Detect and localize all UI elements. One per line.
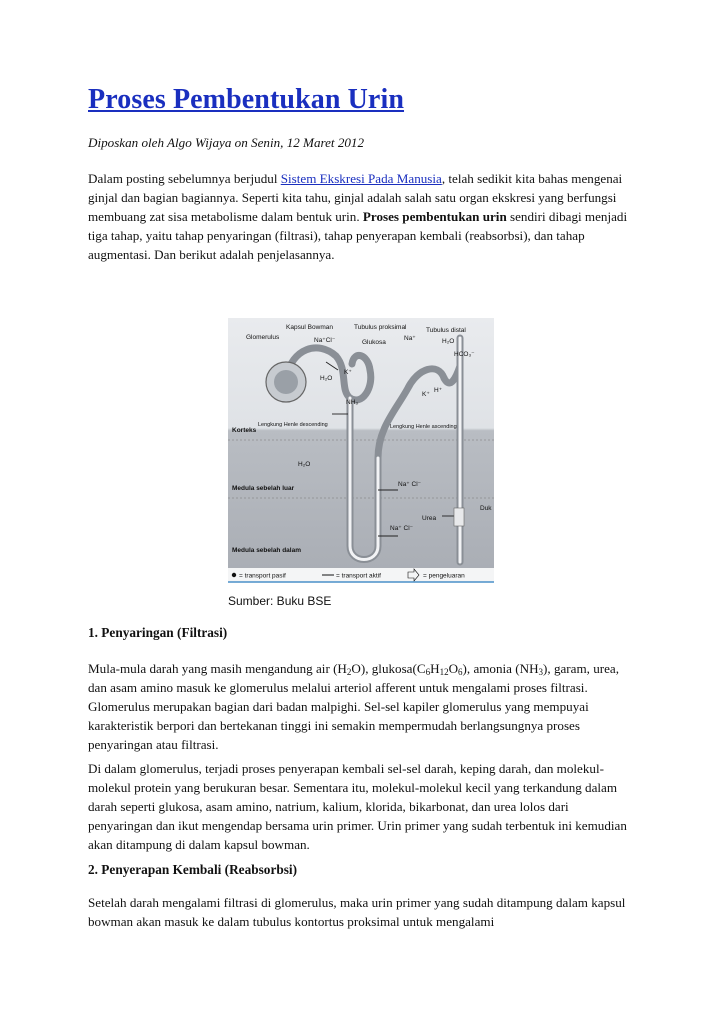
p1-a: Mula-mula darah yang masih mengandung air (H [88, 661, 347, 676]
label-h2o-medula: H₂O [298, 461, 311, 468]
label-h2o-top: H₂O [442, 338, 455, 345]
reabsorbsi-paragraph-1: Setelah darah mengalami filtrasi di glomerulus, maka urin primer yang sudah ditampung dalam kapsul bowman akan masuk ke dalam tubulus kontortus proksimal untuk mengalami [88, 895, 626, 929]
p1-e: ), amonia (NH [462, 661, 539, 676]
label-medula-luar: Medula sebelah luar [232, 485, 295, 492]
label-h2o-mid: H₂O [320, 375, 333, 382]
legend-aktif: = transport aktif [336, 572, 381, 580]
sub-2: 6 [425, 667, 431, 677]
sub-5: 3 [538, 667, 544, 677]
label-h-plus: H⁺ [434, 387, 443, 394]
label-lengkung-ascending: Lengkung Henle ascending [390, 424, 457, 430]
urea-arrow [454, 508, 464, 526]
label-lengkung-descending: Lengkung Henle descending [258, 422, 328, 428]
label-tubulus-proksimal: Tubulus proksimal [354, 324, 407, 331]
intro-text-1: Dalam posting sebelumnya berjudul [88, 171, 281, 186]
p1-b: O), glukosa(C [351, 661, 426, 676]
glomerulus-core [274, 370, 298, 394]
label-nacl: Na⁺Cl⁻ [314, 337, 336, 344]
legend-keluar: = pengeluaran [423, 572, 465, 580]
label-k-plus-2: K⁺ [422, 391, 430, 398]
label-medula-dalam: Medula sebelah dalam [232, 547, 301, 554]
label-korteks: Korteks [232, 427, 257, 434]
label-na-cl-low: Na⁺ Cl⁻ [390, 525, 414, 532]
p1-d: O [448, 661, 459, 676]
article-title[interactable]: Proses Pembentukan Urin [88, 84, 405, 115]
label-glukosa: Glukosa [362, 339, 386, 346]
legend-pasif-icon [232, 573, 236, 577]
related-post-link[interactable]: Sistem Ekskresi Pada Manusia [280, 171, 442, 186]
legend-pasif: = transport pasif [239, 572, 286, 580]
intro-text-3: sendiri dibagi menjadi tiga tahap, yaitu tahap penyaringan (filtrasi), tahap penyerapan kembali (reabsorbsi), dan tahap augmentasi. Dan berikut adalah penjelasannya. [88, 209, 628, 262]
sub-3: 12 [439, 667, 449, 677]
intro-paragraph [88, 169, 633, 264]
p1-c: H [430, 661, 440, 676]
post-meta: Diposkan oleh Algo Wijaya on Senin, 12 Maret 2012 [88, 135, 365, 150]
figure-caption: Sumber: Buku BSE [228, 594, 332, 608]
label-na-plus: Na⁺ [404, 335, 416, 342]
intro-text-2: , telah sedikit kita bahas mengenai ginjal dan bagian bagiannya. Seperti kita tahu, ginjal adalah salah satu organ ekskresi yang berfungsi membuang zat sisa metabolisme dalam bentuk urin. [88, 171, 623, 224]
intro-bold: Proses pembentukan urin [362, 209, 507, 224]
label-kapsul-bowman: Kapsul Bowman [286, 324, 333, 331]
filtrasi-paragraph-2: Di dalam glomerulus, terjadi proses penyerapan kembali sel-sel darah, keping darah, dan molekul-molekul protein yang berukuran besar. Sementara itu, molekul-molekul kecil yang terkandung dalam darah seperti glukosa, asam amino, natrium, kalium, klorida, bikarbonat, dan urea lolos dari penyaringan dan ikut mengendap bersama urin primer. Urin primer yang sudah terbentuk ini kemudian akan ditampung di dalam kapsul bowman. [88, 761, 627, 852]
label-na-cl-mid: Na⁺ Cl⁻ [398, 481, 422, 488]
p1-f: ), garam, urea, dan asam amino masuk ke glomerulus melalui arteriol afferent untuk mengalami proses filtrasi. Glomerulus merupakan bagian dari badan malpighi. Sel-sel kapiler glomerulus yang mempuyai karakteristik berpori dan bertekanan tinggi ini semakin mempermudah berlangsungnya proses penyaringan atau filtrasi. [88, 661, 620, 752]
section-heading-filtrasi: 1. Penyaringan (Filtrasi) [88, 625, 228, 640]
label-glomerulus: Glomerulus [246, 334, 280, 341]
filtrasi-paragraph-1 [88, 659, 633, 754]
label-tubulus-distal: Tubulus distal [426, 327, 466, 334]
label-nh3: NH₃ [346, 399, 359, 406]
section-heading-reabsorbsi: 2. Penyerapan Kembali (Reabsorbsi) [88, 862, 298, 877]
nephron-diagram [228, 318, 494, 611]
label-duct: Duk [480, 505, 492, 512]
label-hco3: HCO₃⁻ [454, 351, 475, 358]
sub-1: 2 [346, 667, 352, 677]
label-k-plus: K⁺ [344, 369, 352, 376]
label-urea: Urea [422, 515, 437, 522]
sub-4: 6 [458, 667, 463, 677]
